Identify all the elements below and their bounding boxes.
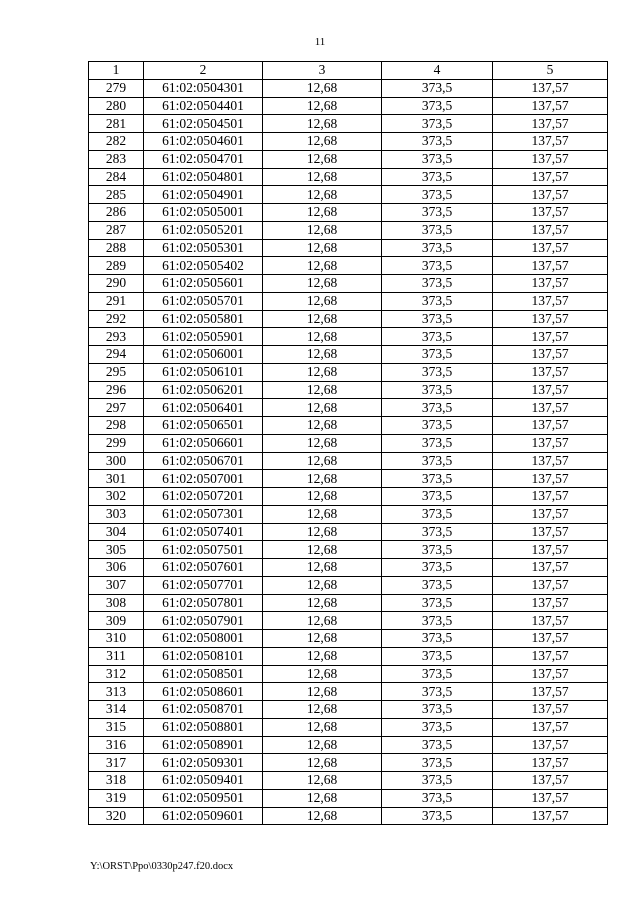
table-cell: 373,5 [382, 168, 493, 186]
table-cell: 373,5 [382, 701, 493, 719]
table-cell: 295 [89, 363, 144, 381]
table-cell: 296 [89, 381, 144, 399]
table-cell: 294 [89, 346, 144, 364]
table-row [89, 328, 608, 346]
table-row [89, 79, 608, 97]
table-cell: 319 [89, 789, 144, 807]
table-cell: 61:02:0506101 [144, 363, 263, 381]
table-cell: 315 [89, 718, 144, 736]
table-cell: 12,68 [263, 576, 382, 594]
table-cell: 137,57 [493, 576, 608, 594]
table-cell: 310 [89, 630, 144, 648]
table-cell: 373,5 [382, 79, 493, 97]
table-cell: 137,57 [493, 612, 608, 630]
table-row [89, 417, 608, 435]
table-cell: 373,5 [382, 150, 493, 168]
table-cell: 282 [89, 133, 144, 151]
table-cell: 137,57 [493, 736, 608, 754]
table-cell: 61:02:0505402 [144, 257, 263, 275]
table-cell: 12,68 [263, 434, 382, 452]
table-cell: 12,68 [263, 150, 382, 168]
table-cell: 302 [89, 488, 144, 506]
table-cell: 12,68 [263, 417, 382, 435]
table-cell: 137,57 [493, 594, 608, 612]
table-row [89, 789, 608, 807]
table-cell: 61:02:0506701 [144, 452, 263, 470]
table-cell: 12,68 [263, 630, 382, 648]
table-cell: 137,57 [493, 647, 608, 665]
table-cell: 12,68 [263, 363, 382, 381]
table-row [89, 683, 608, 701]
table-cell: 312 [89, 665, 144, 683]
table-row [89, 399, 608, 417]
table-cell: 284 [89, 168, 144, 186]
table-cell: 373,5 [382, 204, 493, 222]
table-cell: 61:02:0504501 [144, 115, 263, 133]
page-number: 11 [314, 36, 326, 48]
table-cell: 373,5 [382, 133, 493, 151]
table-cell: 137,57 [493, 363, 608, 381]
table-row [89, 381, 608, 399]
table-cell: 373,5 [382, 789, 493, 807]
table-cell: 61:02:0504301 [144, 79, 263, 97]
table-cell: 137,57 [493, 772, 608, 790]
table-cell: 61:02:0506501 [144, 417, 263, 435]
table-cell: 61:02:0505701 [144, 292, 263, 310]
table-cell: 373,5 [382, 488, 493, 506]
table-cell: 373,5 [382, 310, 493, 328]
table-cell: 61:02:0504401 [144, 97, 263, 115]
table-cell: 12,68 [263, 133, 382, 151]
table-cell: 137,57 [493, 168, 608, 186]
table-cell: 137,57 [493, 133, 608, 151]
table-row [89, 559, 608, 577]
table-cell: 61:02:0508801 [144, 718, 263, 736]
table-cell: 373,5 [382, 772, 493, 790]
table-row [89, 133, 608, 151]
table-cell: 373,5 [382, 612, 493, 630]
table-cell: 12,68 [263, 594, 382, 612]
table-cell: 137,57 [493, 718, 608, 736]
table-cell: 137,57 [493, 754, 608, 772]
table-cell: 373,5 [382, 434, 493, 452]
table-cell: 373,5 [382, 417, 493, 435]
table-cell: 373,5 [382, 363, 493, 381]
table-cell: 137,57 [493, 97, 608, 115]
table-cell: 61:02:0508601 [144, 683, 263, 701]
table-cell: 373,5 [382, 683, 493, 701]
table-cell: 137,57 [493, 79, 608, 97]
table-cell: 137,57 [493, 417, 608, 435]
table-cell: 137,57 [493, 683, 608, 701]
table-cell: 373,5 [382, 541, 493, 559]
table-cell: 12,68 [263, 736, 382, 754]
table-cell: 61:02:0505901 [144, 328, 263, 346]
table-cell: 61:02:0506201 [144, 381, 263, 399]
table-cell: 287 [89, 221, 144, 239]
table-cell: 288 [89, 239, 144, 257]
table-cell: 12,68 [263, 718, 382, 736]
table-cell: 137,57 [493, 399, 608, 417]
table-row [89, 186, 608, 204]
table-cell: 12,68 [263, 275, 382, 293]
table-cell: 373,5 [382, 594, 493, 612]
table-row [89, 647, 608, 665]
table-cell: 285 [89, 186, 144, 204]
table-cell: 61:02:0508701 [144, 701, 263, 719]
table-row [89, 452, 608, 470]
table-cell: 12,68 [263, 399, 382, 417]
table-cell: 297 [89, 399, 144, 417]
table-cell: 301 [89, 470, 144, 488]
table-cell: 61:02:0507901 [144, 612, 263, 630]
table-cell: 137,57 [493, 701, 608, 719]
table-row [89, 346, 608, 364]
table-cell: 373,5 [382, 452, 493, 470]
table-cell: 12,68 [263, 186, 382, 204]
table-cell: 61:02:0509401 [144, 772, 263, 790]
table-cell: 137,57 [493, 310, 608, 328]
table-cell: 137,57 [493, 150, 608, 168]
table-cell: 12,68 [263, 505, 382, 523]
table-cell: 137,57 [493, 346, 608, 364]
table-cell: 137,57 [493, 665, 608, 683]
table-cell: 373,5 [382, 115, 493, 133]
table-cell: 61:02:0508901 [144, 736, 263, 754]
table-cell: 279 [89, 79, 144, 97]
table-cell: 313 [89, 683, 144, 701]
table-cell: 61:02:0506401 [144, 399, 263, 417]
table-cell: 280 [89, 97, 144, 115]
table-cell: 137,57 [493, 789, 608, 807]
table-cell: 12,68 [263, 97, 382, 115]
table-cell: 137,57 [493, 630, 608, 648]
table-cell: 61:02:0504901 [144, 186, 263, 204]
table-cell: 61:02:0506001 [144, 346, 263, 364]
table-cell: 137,57 [493, 221, 608, 239]
table-cell: 12,68 [263, 292, 382, 310]
table-row [89, 523, 608, 541]
table-row [89, 630, 608, 648]
table-cell: 12,68 [263, 328, 382, 346]
table-cell: 373,5 [382, 630, 493, 648]
table-cell: 314 [89, 701, 144, 719]
table-cell: 137,57 [493, 470, 608, 488]
table-row [89, 97, 608, 115]
table-cell: 373,5 [382, 523, 493, 541]
table-cell: 12,68 [263, 665, 382, 683]
table-cell: 61:02:0504801 [144, 168, 263, 186]
table-cell: 373,5 [382, 239, 493, 257]
table-cell: 306 [89, 559, 144, 577]
table-row [89, 594, 608, 612]
table-cell: 61:02:0504601 [144, 133, 263, 151]
table-cell: 137,57 [493, 204, 608, 222]
table-cell: 137,57 [493, 523, 608, 541]
table-cell: 286 [89, 204, 144, 222]
table-cell: 61:02:0507801 [144, 594, 263, 612]
table-cell: 12,68 [263, 807, 382, 825]
table-cell: 137,57 [493, 275, 608, 293]
table-cell: 61:02:0509601 [144, 807, 263, 825]
table-cell: 373,5 [382, 257, 493, 275]
table-cell: 137,57 [493, 488, 608, 506]
table-cell: 61:02:0507301 [144, 505, 263, 523]
table-cell: 137,57 [493, 559, 608, 577]
table-row [89, 363, 608, 381]
table-cell: 298 [89, 417, 144, 435]
table-cell: 318 [89, 772, 144, 790]
table-cell: 373,5 [382, 399, 493, 417]
table-cell: 12,68 [263, 346, 382, 364]
table-row [89, 754, 608, 772]
table-body [89, 79, 608, 825]
table-cell: 137,57 [493, 381, 608, 399]
table-header-row [89, 62, 608, 80]
table-cell: 373,5 [382, 292, 493, 310]
table-cell: 137,57 [493, 452, 608, 470]
column-header: 3 [263, 62, 382, 80]
table-row [89, 736, 608, 754]
table-cell: 373,5 [382, 807, 493, 825]
table-cell: 61:02:0508501 [144, 665, 263, 683]
table-row [89, 576, 608, 594]
table-cell: 373,5 [382, 470, 493, 488]
table-cell: 12,68 [263, 168, 382, 186]
table-cell: 373,5 [382, 186, 493, 204]
table-cell: 61:02:0505801 [144, 310, 263, 328]
table-cell: 12,68 [263, 310, 382, 328]
table-cell: 373,5 [382, 665, 493, 683]
table-cell: 12,68 [263, 647, 382, 665]
table-row [89, 204, 608, 222]
column-header: 4 [382, 62, 493, 80]
table-cell: 373,5 [382, 381, 493, 399]
table-cell: 12,68 [263, 79, 382, 97]
table-cell: 373,5 [382, 647, 493, 665]
column-header: 2 [144, 62, 263, 80]
table-cell: 12,68 [263, 381, 382, 399]
table-row [89, 150, 608, 168]
table-row [89, 470, 608, 488]
table-cell: 281 [89, 115, 144, 133]
column-header: 5 [493, 62, 608, 80]
table-cell: 12,68 [263, 523, 382, 541]
table-cell: 137,57 [493, 239, 608, 257]
table-cell: 373,5 [382, 275, 493, 293]
table-cell: 61:02:0507001 [144, 470, 263, 488]
table-cell: 61:02:0507501 [144, 541, 263, 559]
table-cell: 373,5 [382, 559, 493, 577]
table-cell: 307 [89, 576, 144, 594]
table-cell: 12,68 [263, 488, 382, 506]
table-cell: 137,57 [493, 292, 608, 310]
table-cell: 320 [89, 807, 144, 825]
table-row [89, 168, 608, 186]
table-cell: 137,57 [493, 505, 608, 523]
table-cell: 373,5 [382, 505, 493, 523]
table-cell: 293 [89, 328, 144, 346]
table-cell: 289 [89, 257, 144, 275]
table-row [89, 718, 608, 736]
table-cell: 283 [89, 150, 144, 168]
table-cell: 12,68 [263, 470, 382, 488]
table-cell: 61:02:0507401 [144, 523, 263, 541]
table-cell: 137,57 [493, 328, 608, 346]
table-row [89, 434, 608, 452]
table-cell: 373,5 [382, 97, 493, 115]
table-cell: 12,68 [263, 239, 382, 257]
table-cell: 12,68 [263, 115, 382, 133]
table-cell: 373,5 [382, 328, 493, 346]
table-cell: 290 [89, 275, 144, 293]
table-cell: 61:02:0509501 [144, 789, 263, 807]
table-cell: 137,57 [493, 186, 608, 204]
table-cell: 303 [89, 505, 144, 523]
table-cell: 12,68 [263, 221, 382, 239]
table-cell: 137,57 [493, 257, 608, 275]
table-cell: 61:02:0508101 [144, 647, 263, 665]
table-cell: 61:02:0505201 [144, 221, 263, 239]
table-cell: 137,57 [493, 541, 608, 559]
table-cell: 12,68 [263, 541, 382, 559]
table-cell: 305 [89, 541, 144, 559]
table-cell: 137,57 [493, 807, 608, 825]
table-cell: 309 [89, 612, 144, 630]
table-row [89, 505, 608, 523]
table-row [89, 701, 608, 719]
table-cell: 292 [89, 310, 144, 328]
table-row [89, 115, 608, 133]
table-cell: 373,5 [382, 754, 493, 772]
table-cell: 61:02:0506601 [144, 434, 263, 452]
table-cell: 61:02:0509301 [144, 754, 263, 772]
table-cell: 317 [89, 754, 144, 772]
table-row [89, 772, 608, 790]
table-cell: 12,68 [263, 257, 382, 275]
table-row [89, 488, 608, 506]
table-cell: 12,68 [263, 701, 382, 719]
table-row [89, 310, 608, 328]
table-cell: 61:02:0504701 [144, 150, 263, 168]
table-cell: 373,5 [382, 718, 493, 736]
table-cell: 61:02:0505001 [144, 204, 263, 222]
table-cell: 291 [89, 292, 144, 310]
column-header: 1 [89, 62, 144, 80]
table-cell: 137,57 [493, 115, 608, 133]
table-row [89, 665, 608, 683]
table-row [89, 239, 608, 257]
table-cell: 12,68 [263, 452, 382, 470]
table-cell: 61:02:0505601 [144, 275, 263, 293]
table-cell: 12,68 [263, 789, 382, 807]
table-row [89, 807, 608, 825]
data-table [88, 61, 608, 825]
table-cell: 373,5 [382, 576, 493, 594]
table-cell: 373,5 [382, 221, 493, 239]
table-cell: 300 [89, 452, 144, 470]
table-row [89, 541, 608, 559]
table-cell: 61:02:0507201 [144, 488, 263, 506]
table-cell: 373,5 [382, 736, 493, 754]
table-cell: 61:02:0507701 [144, 576, 263, 594]
table-row [89, 275, 608, 293]
table-cell: 308 [89, 594, 144, 612]
table-cell: 137,57 [493, 434, 608, 452]
table-cell: 12,68 [263, 754, 382, 772]
table-cell: 304 [89, 523, 144, 541]
table-cell: 373,5 [382, 346, 493, 364]
table-cell: 61:02:0505301 [144, 239, 263, 257]
table-cell: 61:02:0507601 [144, 559, 263, 577]
table-cell: 61:02:0508001 [144, 630, 263, 648]
table-cell: 12,68 [263, 559, 382, 577]
footer-file-path: Y:\ORST\Ppo\0330p247.f20.docx [90, 861, 234, 872]
table-row [89, 292, 608, 310]
table-cell: 311 [89, 647, 144, 665]
table-cell: 299 [89, 434, 144, 452]
table-row [89, 257, 608, 275]
table-cell: 12,68 [263, 612, 382, 630]
table-cell: 12,68 [263, 683, 382, 701]
table-cell: 12,68 [263, 204, 382, 222]
table-cell: 12,68 [263, 772, 382, 790]
table-row [89, 221, 608, 239]
table-cell: 316 [89, 736, 144, 754]
table-row [89, 612, 608, 630]
